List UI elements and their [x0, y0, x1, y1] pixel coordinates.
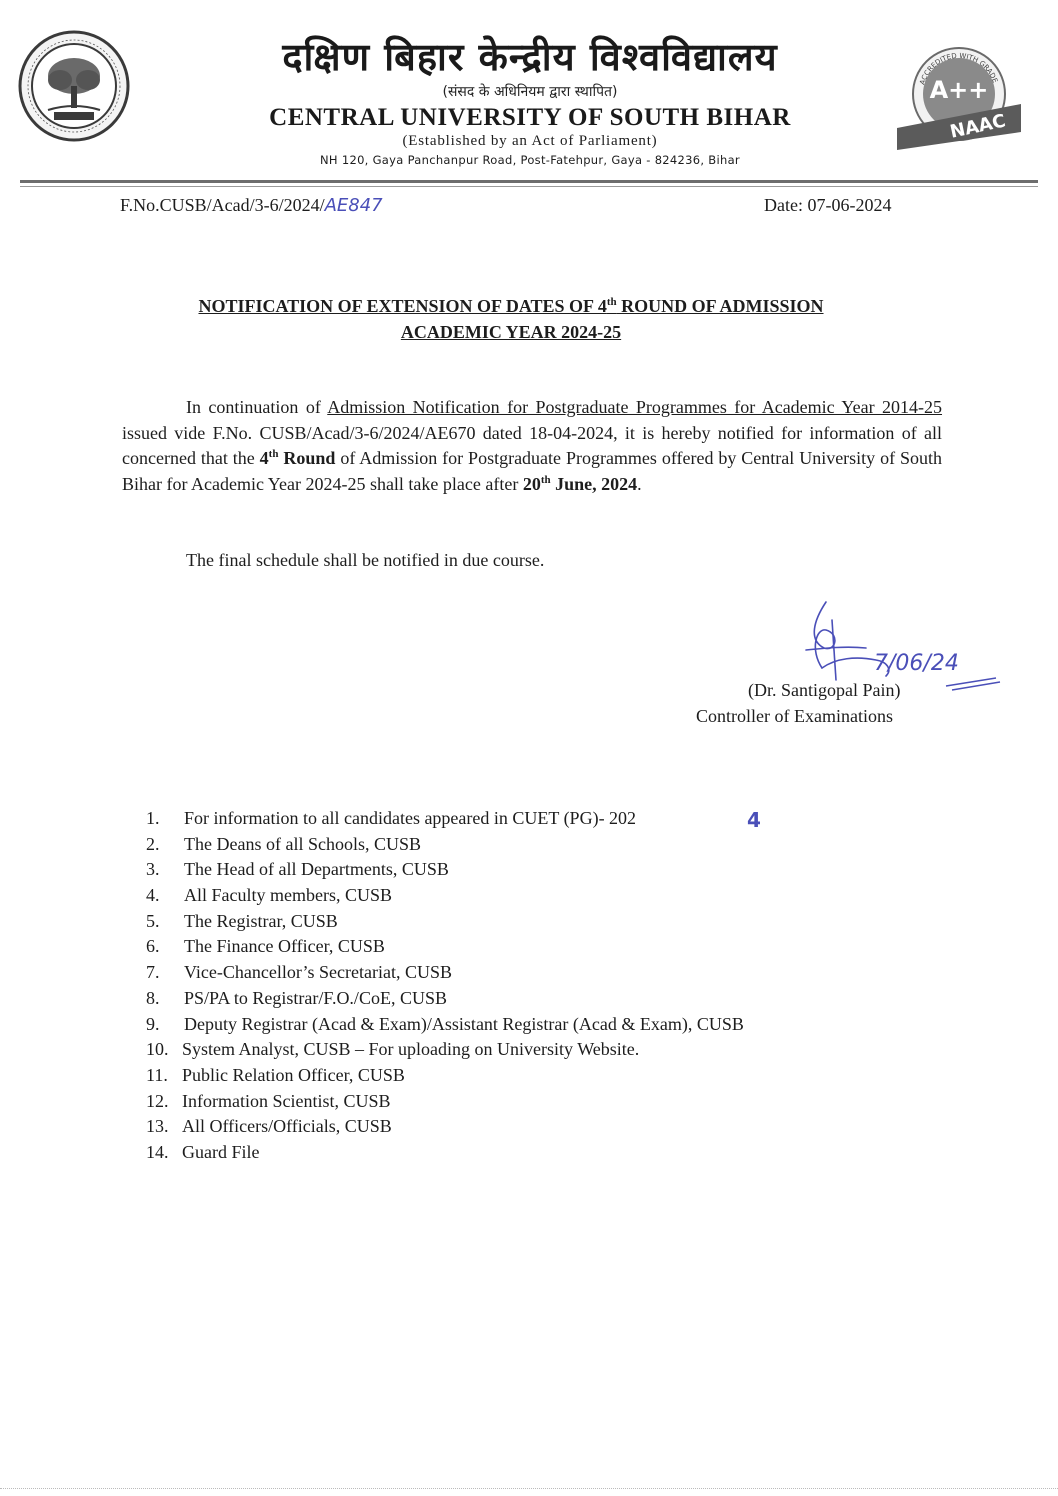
university-seal-logo [18, 30, 130, 142]
paragraph-end: . [637, 473, 642, 494]
notification-paragraph [122, 395, 942, 497]
paragraph-text: of Admission for Postgraduate Programmes offered by Central University of South Bihar for Academic Year 2024-25 shall take place after [122, 448, 943, 494]
university-name-english: CENTRAL UNIVERSITY OF SOUTH BIHAR [269, 104, 791, 131]
notification-title-line2: ACADEMIC YEAR 2024-25 [400, 322, 622, 342]
file-number-handwritten: AE847 [324, 195, 383, 216]
admission-date-rest: June, 2024 [550, 473, 638, 494]
header-rule-thin [20, 186, 1038, 187]
signatory-name: (Dr. Santigopal Pain) [748, 680, 901, 700]
list-item: 5. The Registrar, CUSB [146, 910, 338, 931]
list-item: 7. Vice-Chancellor’s Secretariat, CUSB [146, 962, 453, 983]
notification-date: Date: 07-06-2024 [764, 195, 892, 215]
list-item: 10. System Analyst, CUSB – For uploading on University Website. [146, 1039, 640, 1060]
final-schedule-note: The final schedule shall be notified in due course. [186, 550, 545, 570]
naac-label: NAAC [948, 110, 1008, 143]
signatory-designation: Controller of Examinations [696, 706, 893, 726]
established-line: (Established by an Act of Parliament) [402, 133, 658, 149]
file-number-printed: F.No.CUSB/Acad/3-6/2024/ [120, 195, 325, 215]
distribution-list [146, 806, 744, 1166]
list-item: 6. The Finance Officer, CUSB [146, 936, 385, 957]
university-name-hindi: दक्षिण बिहार केन्द्रीय विश्वविद्यालय [282, 35, 778, 79]
established-line-hindi: (संसद के अधिनियम द्वारा स्थापित) [442, 84, 618, 100]
round-word: Round [278, 448, 336, 468]
list-item: 2. The Deans of all Schools, CUSB [146, 833, 421, 854]
file-number [120, 195, 383, 216]
list-item: 14. Guard File [146, 1141, 260, 1162]
admission-date-superscript: th [540, 473, 551, 486]
naac-badge-logo [893, 42, 1025, 154]
round-superscript: th [268, 448, 279, 460]
round-number: 4 [259, 448, 269, 468]
title-text-a: NOTIFICATION OF EXTENSION OF DATES OF 4 [198, 296, 607, 316]
naac-ring-text: ACCREDITED WITH GRADE [918, 51, 1000, 86]
referenced-notification: Admission Notification for Postgraduate Programmes for Academic Year 2014-25 [327, 397, 943, 417]
university-address: NH 120, Gaya Panchanpur Road, Post-Fatehpur, Gaya - 824236, Bihar [320, 153, 740, 167]
paragraph-text: In continuation of [186, 397, 328, 417]
list-item: 9. Deputy Registrar (Acad & Exam)/Assistant Registrar (Acad & Exam), CUSB [146, 1013, 744, 1034]
list-item: 13. All Officers/Officials, CUSB [146, 1116, 392, 1137]
list-item: 8. PS/PA to Registrar/F.O./CoE, CUSB [146, 987, 447, 1008]
list-item: 4. All Faculty members, CUSB [146, 885, 392, 906]
paragraph-text: issued vide F.No. CUSB/Acad/3-6/2024/AE670 dated 18-04-2024, it is hereby notified for information of all concerned that the [122, 422, 942, 468]
list-item: 3. The Head of all Departments, CUSB [146, 859, 449, 880]
list-item: 12. Information Scientist, CUSB [146, 1090, 391, 1111]
title-superscript: th [606, 296, 617, 308]
scan-edge [0, 1488, 1058, 1489]
handwritten-correction: 4 [747, 808, 761, 832]
header-rule-thick [20, 180, 1038, 183]
list-item: 11. Public Relation Officer, CUSB [146, 1064, 405, 1085]
title-text-b: ROUND OF ADMISSION [616, 296, 824, 316]
naac-grade: A++ [929, 76, 989, 104]
signature-date: 7/06/24 [874, 651, 959, 676]
notification-title-line1 [100, 296, 922, 317]
admission-date-day: 20 [522, 473, 541, 494]
list-item: 1. For information to all candidates appeared in CUET (PG)- 202 [146, 808, 637, 828]
